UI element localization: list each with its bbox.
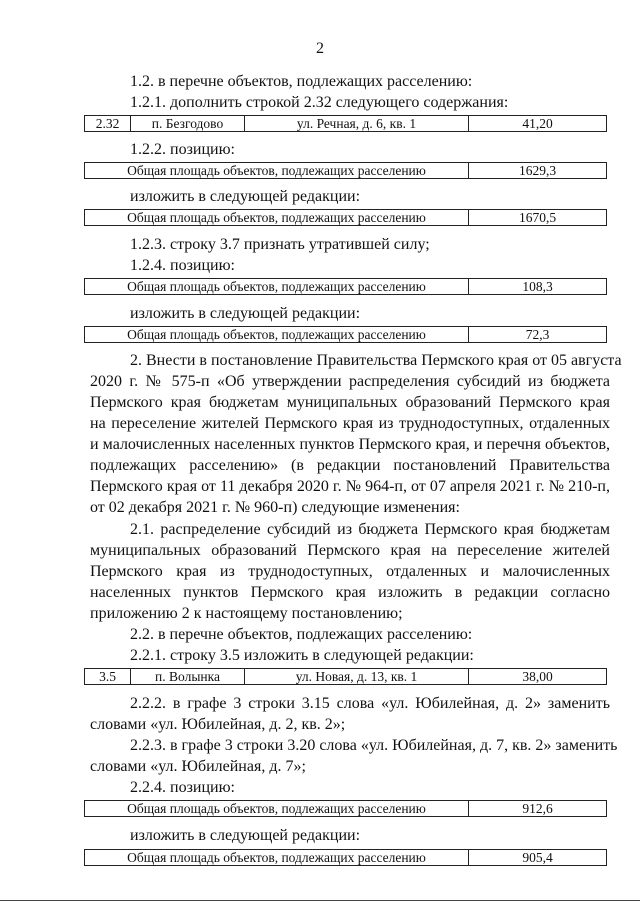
text-line: 1.2.3. строку 3.7 признать утратившей силу;: [130, 236, 430, 253]
total-area-value: 905,4: [469, 850, 607, 866]
total-area-value: 1629,3: [469, 163, 607, 179]
paragraph-line: 2.2.2. в графе 3 строки 3.15 слова «ул. Юбилейная, д. 2» заменить: [130, 695, 610, 712]
paragraph-line: 2. Внести в постановление Правительства Пермского края от 05 августа: [130, 352, 622, 369]
paragraph-line: словами «ул. Юбилейная, д. 7»;: [90, 758, 306, 775]
total-area-value: 912,6: [469, 801, 607, 817]
total-area-row: [84, 326, 607, 343]
paragraph-line: муниципальных образований Пермского края на переселение жителей: [90, 542, 610, 559]
page-bottom-divider: [0, 900, 640, 901]
text-line: 1.2.1. дополнить строкой 2.32 следующего содержания:: [130, 94, 509, 111]
total-area-label: Общая площадь объектов, подлежащих расселению: [85, 210, 469, 226]
paragraph-line: приложению 2 к настоящему постановлению;: [90, 605, 403, 622]
total-area-row: [84, 162, 607, 179]
total-area-row: [84, 800, 607, 817]
text-line: 2.2. в перечне объектов, подлежащих расселению:: [130, 626, 473, 643]
total-area-label: Общая площадь объектов, подлежащих расселению: [85, 279, 469, 295]
paragraph-line: словами «ул. Юбилейная, д. 2, кв. 2»;: [90, 716, 346, 733]
total-area-value: 72,3: [469, 327, 607, 343]
text-line: 1.2. в перечне объектов, подлежащих расселению:: [130, 73, 473, 90]
table-row-3-5: [84, 668, 607, 685]
table-row-2-32: [84, 115, 607, 132]
total-area-row: [84, 849, 607, 866]
settlement-name: п. Волынка: [131, 669, 245, 685]
text-line: изложить в следующей редакции:: [130, 188, 361, 205]
total-area-value: 1670,5: [469, 210, 607, 226]
text-line: 2.2.4. позицию:: [130, 779, 235, 796]
total-area-value: 108,3: [469, 279, 607, 295]
paragraph-line: Пермского края бюджетам муниципальных образований Пермского края: [90, 394, 610, 411]
address: ул. Речная, д. 6, кв. 1: [245, 116, 469, 132]
total-area-row: [84, 278, 607, 295]
paragraph-line: Пермского края от 11 декабря 2020 г. № 964-п, от 07 апреля 2021 г. № 210-п,: [90, 478, 610, 495]
settlement-name: п. Безгодово: [131, 116, 245, 132]
area-value: 38,00: [469, 669, 607, 685]
page-number: 2: [316, 40, 324, 57]
total-area-row: [84, 209, 607, 226]
total-area-label: Общая площадь объектов, подлежащих расселению: [85, 850, 469, 866]
text-line: 1.2.4. позицию:: [130, 257, 235, 274]
paragraph-line: 2.1. распределение субсидий из бюджета Пермского края бюджетам: [130, 521, 610, 538]
text-line: 1.2.2. позицию:: [130, 141, 235, 158]
text-line: изложить в следующей редакции:: [130, 305, 361, 322]
address: ул. Новая, д. 13, кв. 1: [245, 669, 469, 685]
text-line: изложить в следующей редакции:: [130, 827, 361, 844]
total-area-label: Общая площадь объектов, подлежащих расселению: [85, 327, 469, 343]
row-number: 3.5: [85, 669, 131, 685]
paragraph-line: 2020 г. № 575-п «Об утверждении распределения субсидий из бюджета: [90, 373, 610, 390]
paragraph-line: от 02 декабря 2021 г. № 960-п) следующие изменения:: [90, 499, 460, 516]
total-area-label: Общая площадь объектов, подлежащих расселению: [85, 163, 469, 179]
paragraph-line: на переселение жителей Пермского края из труднодоступных, отдаленных: [90, 415, 610, 432]
text-line: 2.2.1. строку 3.5 изложить в следующей редакции:: [130, 647, 474, 664]
area-value: 41,20: [469, 116, 607, 132]
paragraph-line: 2.2.3. в графе 3 строки 3.20 слова «ул. Юбилейная, д. 7, кв. 2» заменить: [130, 737, 618, 754]
row-number: 2.32: [85, 116, 131, 132]
paragraph-line: и малочисленных населенных пунктов Пермского края, и перечня объектов,: [90, 436, 610, 453]
paragraph-line: Пермского края из труднодоступных, отдаленных и малочисленных: [90, 563, 610, 580]
paragraph-line: подлежащих расселению» (в редакции постановлений Правительства: [90, 457, 610, 474]
total-area-label: Общая площадь объектов, подлежащих расселению: [85, 801, 469, 817]
paragraph-line: населенных пунктов Пермского края изложить в редакции согласно: [90, 584, 610, 601]
